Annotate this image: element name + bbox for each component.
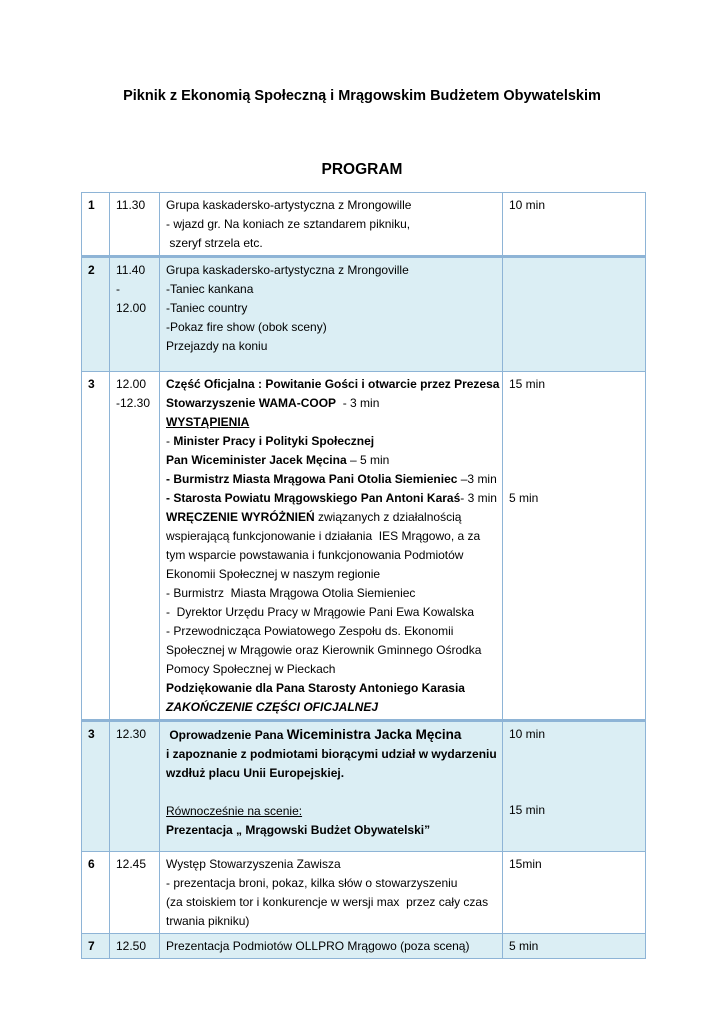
- row-number: 6: [82, 852, 110, 934]
- row-description: Część Oficjalna : Powitanie Gości i otwarcie przez Prezesa Stowarzyszenie WAMA-COOP - 3 min WYSTĄPIENIA - Minister Pracy i Polityki Społecznej Pan Wiceminister Jacek Męcina – 5 min - Burmistrz Miasta Mrągowa Pani Otolia Siemieniec –3 min - Starosta Powiatu Mrągowskiego Pan Antoni Karaś- 3 min WRĘCZENIE WYRÓŻNIEŃ związanych z działalnością wspierającą funkcjonowanie i działania IES Mrągowo, a za tym wsparcie powstawania i funkcjonowania Podmiotów Ekonomii Społecznej w naszym regionie - Burmistrz Miasta Mrągowa Otolia Siemieniec - Dyrektor Urzędu Pracy w Mrągowie Pani Ewa Kowalska - Przewodnicząca Powiatowego Zespołu ds. Ekonomii Społecznej w Mrągowie oraz Kierownik Gminnego Ośrodka Pomocy Społecznej w Pieckach Podziękowanie dla Pana Starosty Antoniego Karasia ZAKOŃCZENIE CZĘŚCI OFICJALNEJ: [160, 372, 503, 721]
- table-row: [82, 721, 646, 852]
- row-description: Występ Stowarzyszenia Zawisza - prezentacja broni, pokaz, kilka słów o stowarzyszeniu (za stoiskiem tor i konkurencje w wersji max przez cały czas trwania pikniku): [160, 852, 503, 934]
- row-duration: 10 min: [503, 193, 646, 257]
- row-duration: 15min: [503, 852, 646, 934]
- row-duration: 10 min 15 min: [503, 721, 646, 852]
- table-row: [82, 934, 646, 959]
- row-duration: [503, 257, 646, 372]
- row-time: 12.45: [110, 852, 160, 934]
- row-duration: 15 min 5 min: [503, 372, 646, 721]
- row-description: Grupa kaskadersko-artystyczna z Mrongowille - wjazd gr. Na koniach ze sztandarem pikniku, szeryf strzela etc.: [160, 193, 503, 257]
- row-time: 12.50: [110, 934, 160, 959]
- table-row: [82, 257, 646, 372]
- row-time: 12.30: [110, 721, 160, 852]
- row-time: 11.30: [110, 193, 160, 257]
- row-duration: 5 min: [503, 934, 646, 959]
- row-description: Grupa kaskadersko-artystyczna z Mrongoville -Taniec kankana -Taniec country -Pokaz fire show (obok sceny) Przejazdy na koniu: [160, 257, 503, 372]
- row-time: 12.00 -12.30: [110, 372, 160, 721]
- row-number: 1: [82, 193, 110, 257]
- program-heading: PROGRAM: [321, 161, 403, 178]
- program-table: [81, 192, 646, 959]
- row-number: 3: [82, 372, 110, 721]
- row-number: 7: [82, 934, 110, 959]
- table-row: [82, 852, 646, 934]
- row-time: 11.40 - 12.00: [110, 257, 160, 372]
- table-row: [82, 193, 646, 257]
- row-description: Prezentacja Podmiotów OLLPRO Mrągowo (poza sceną): [160, 934, 503, 959]
- row-description: Oprowadzenie Pana Wiceministra Jacka Męcina i zapoznanie z podmiotami biorącymi udział w wydarzeniu wzdłuż placu Unii Europejskiej. Równocześnie na scenie: Prezentacja „ Mrągowski Budżet Obywatelski”: [160, 721, 503, 852]
- row-number: 2: [82, 257, 110, 372]
- table-row: [82, 372, 646, 721]
- row-number: 3: [82, 721, 110, 852]
- document-title: Piknik z Ekonomią Społeczną i Mrągowskim Budżetem Obywatelskim: [123, 88, 601, 104]
